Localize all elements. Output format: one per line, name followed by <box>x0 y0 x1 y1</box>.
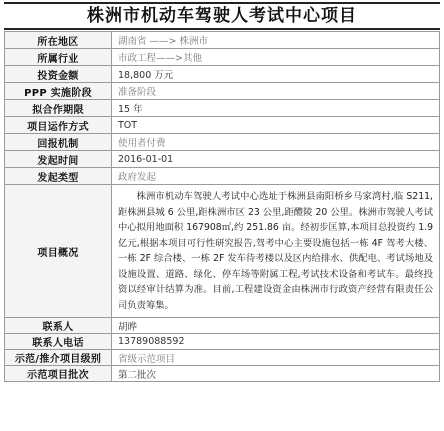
table-row-term <box>5 100 440 117</box>
table-row-ppp-stage <box>5 83 440 100</box>
ppp-stage-value: 准备阶段 <box>112 83 440 100</box>
table-row-operation-mode <box>5 117 440 134</box>
demo-batch-value: 第二批次 <box>112 366 440 382</box>
demo-batch-label: 示范项目批次 <box>5 366 112 382</box>
contact-phone-value: 13789088592 <box>112 334 440 350</box>
page-title: 株洲市机动车驾驶人考试中心项目 <box>4 2 440 30</box>
table-row-return-mechanism <box>5 134 440 151</box>
operation-mode-label: 项目运作方式 <box>5 117 112 134</box>
ppp-stage-label: PPP 实施阶段 <box>5 83 112 100</box>
contact-value: 胡晔 <box>112 318 440 334</box>
table-row-industry <box>5 49 440 66</box>
project-info-table <box>4 31 440 382</box>
contact-label: 联系人 <box>5 318 112 334</box>
table-row-overview <box>5 185 440 318</box>
table-row-investment <box>5 66 440 83</box>
industry-value: 市政工程——>其他 <box>112 49 440 66</box>
table-row-demo-level <box>5 350 440 366</box>
overview-label: 项目概况 <box>5 185 112 318</box>
term-value: 15 年 <box>112 100 440 117</box>
launch-type-value: 政府发起 <box>112 168 440 185</box>
term-label: 拟合作期限 <box>5 100 112 117</box>
return-mechanism-label: 回报机制 <box>5 134 112 151</box>
return-mechanism-value: 使用者付费 <box>112 134 440 151</box>
demo-level-value: 省级示范项目 <box>112 350 440 366</box>
table-row-region <box>5 32 440 49</box>
launch-date-value: 2016-01-01 <box>112 151 440 168</box>
launch-type-label: 发起类型 <box>5 168 112 185</box>
operation-mode-value: TOT <box>112 117 440 134</box>
region-value: 湖南省 ——> 株洲市 <box>112 32 440 49</box>
demo-level-label: 示范/推介项目级别 <box>5 350 112 366</box>
table-row-launch-type <box>5 168 440 185</box>
table-row-demo-batch <box>5 366 440 382</box>
launch-date-label: 发起时间 <box>5 151 112 168</box>
overview-text: 株洲市机动车驾驶人考试中心选址于株洲县南阳桥乡马家湾村,临 S211,距株洲县城 6 公里,距株洲市区 23 公里,距醴陵 20 公里。株洲市驾驶人考试中心拟用地面积 167908㎡,约 251.86 亩。经初步匡算,本项目总投资约 1.9 亿元,根据本项目可行性研究报告,驾考中心主要设施包括一栋 4F 驾考大楼、一栋 2F 综合楼、一栋 2F 发车待考楼以及区内给排水、供配电、考试场地及设施设置、道路、绿化、停车场等附属工程,考试技术设备和考试车。最终投资以经审计结算为准。目前,工程建设资金由株洲市行政资产经营有限责任公司负责筹集。 <box>112 185 440 318</box>
industry-label: 所属行业 <box>5 49 112 66</box>
table-row-contact <box>5 318 440 334</box>
table-row-launch-date <box>5 151 440 168</box>
region-label: 所在地区 <box>5 32 112 49</box>
contact-phone-label: 联系人电话 <box>5 334 112 350</box>
investment-value: 18,800 万元 <box>112 66 440 83</box>
table-row-contact-phone <box>5 334 440 350</box>
investment-label: 投资金额 <box>5 66 112 83</box>
